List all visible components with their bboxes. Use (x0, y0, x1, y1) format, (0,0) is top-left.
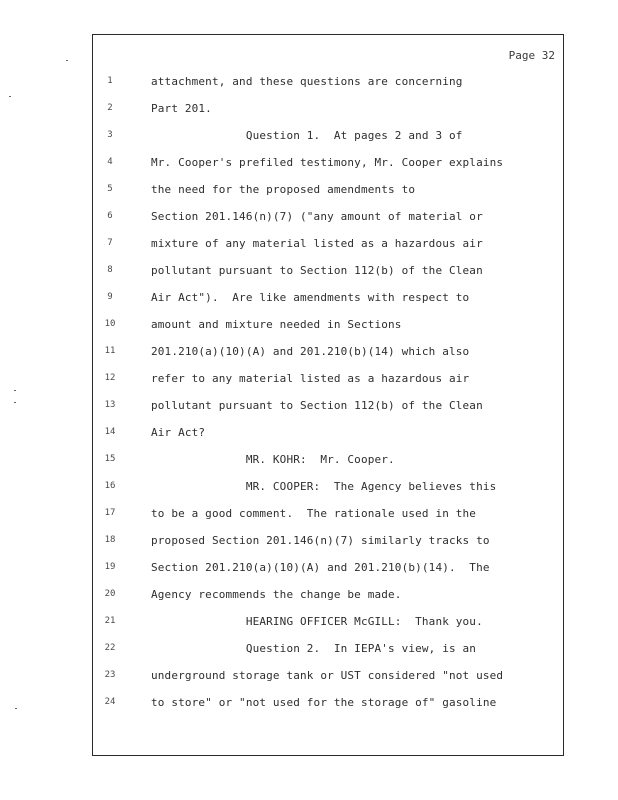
transcript-line (93, 318, 565, 334)
line-number: 9 (107, 292, 113, 302)
transcript-line (93, 102, 565, 118)
line-text: underground storage tank or UST considered "not used (151, 669, 504, 682)
line-text: to store" or "not used for the storage of" gasoline (151, 696, 497, 709)
transcript-line (93, 183, 565, 199)
transcript-line (93, 264, 565, 280)
line-number: 17 (104, 508, 116, 518)
scan-speck (14, 390, 16, 391)
transcript-line (93, 561, 565, 577)
transcript-line (93, 696, 565, 712)
line-number: 11 (104, 346, 116, 356)
line-text: Mr. Cooper's prefiled testimony, Mr. Cooper explains (151, 156, 504, 169)
transcript-line (93, 642, 565, 658)
line-number: 19 (104, 562, 116, 572)
transcript-line (93, 669, 565, 685)
line-text: amount and mixture needed in Sections (151, 318, 402, 331)
line-text: Question 1. At pages 2 and 3 of (151, 129, 463, 142)
line-text: HEARING OFFICER McGILL: Thank you. (151, 615, 483, 628)
line-text: Question 2. In IEPA's view, is an (151, 642, 477, 655)
line-text: to be a good comment. The rationale used in the (151, 507, 477, 520)
transcript-line (93, 399, 565, 415)
line-text: refer to any material listed as a hazardous air (151, 372, 470, 385)
line-number: 3 (107, 130, 113, 140)
transcript-line (93, 426, 565, 442)
line-text: Agency recommends the change be made. (151, 588, 402, 601)
line-number: 13 (104, 400, 116, 410)
line-text: proposed Section 201.146(n)(7) similarly tracks to (151, 534, 490, 547)
transcript-line (93, 588, 565, 604)
line-text: attachment, and these questions are concerning (151, 75, 463, 88)
transcript-line (93, 129, 565, 145)
line-number: 20 (104, 589, 116, 599)
line-number: 10 (104, 319, 116, 329)
transcript-line (93, 156, 565, 172)
line-text: mixture of any material listed as a hazardous air (151, 237, 483, 250)
line-number: 22 (104, 643, 116, 653)
line-text: Air Act"). Are like amendments with respect to (151, 291, 470, 304)
transcript-line (93, 480, 565, 496)
line-number: 16 (104, 481, 116, 491)
scan-speck (9, 96, 11, 97)
page-number: Page 32 (508, 49, 555, 62)
transcript-line (93, 615, 565, 631)
transcript-line (93, 345, 565, 361)
line-text: pollutant pursuant to Section 112(b) of the Clean (151, 264, 483, 277)
line-number: 24 (104, 697, 116, 707)
transcript-line (93, 210, 565, 226)
line-text: 201.210(a)(10)(A) and 201.210(b)(14) which also (151, 345, 470, 358)
transcript-line (93, 291, 565, 307)
scan-speck (66, 60, 68, 61)
line-number: 8 (107, 265, 113, 275)
line-number: 7 (107, 238, 113, 248)
transcript-line (93, 507, 565, 523)
line-number: 2 (107, 103, 113, 113)
line-number: 14 (104, 427, 116, 437)
line-text: Section 201.146(n)(7) ("any amount of material or (151, 210, 483, 223)
line-number: 15 (104, 454, 116, 464)
transcript-line (93, 453, 565, 469)
line-text: Air Act? (151, 426, 206, 439)
transcript-page (92, 34, 564, 756)
line-text: the need for the proposed amendments to (151, 183, 416, 196)
transcript-line (93, 75, 565, 91)
line-text: Section 201.210(a)(10)(A) and 201.210(b)(14). The (151, 561, 490, 574)
line-text: MR. KOHR: Mr. Cooper. (151, 453, 395, 466)
transcript-line (93, 534, 565, 550)
line-number: 1 (107, 76, 113, 86)
scan-speck (15, 708, 17, 709)
line-number: 4 (107, 157, 113, 167)
line-text: Part 201. (151, 102, 212, 115)
transcript-line (93, 237, 565, 253)
line-text: MR. COOPER: The Agency believes this (151, 480, 497, 493)
line-number: 6 (107, 211, 113, 221)
scan-speck (14, 402, 16, 403)
line-number: 5 (107, 184, 113, 194)
line-number: 12 (104, 373, 116, 383)
line-number: 21 (104, 616, 116, 626)
line-number: 23 (104, 670, 116, 680)
transcript-line (93, 372, 565, 388)
line-text: pollutant pursuant to Section 112(b) of the Clean (151, 399, 483, 412)
line-number: 18 (104, 535, 116, 545)
